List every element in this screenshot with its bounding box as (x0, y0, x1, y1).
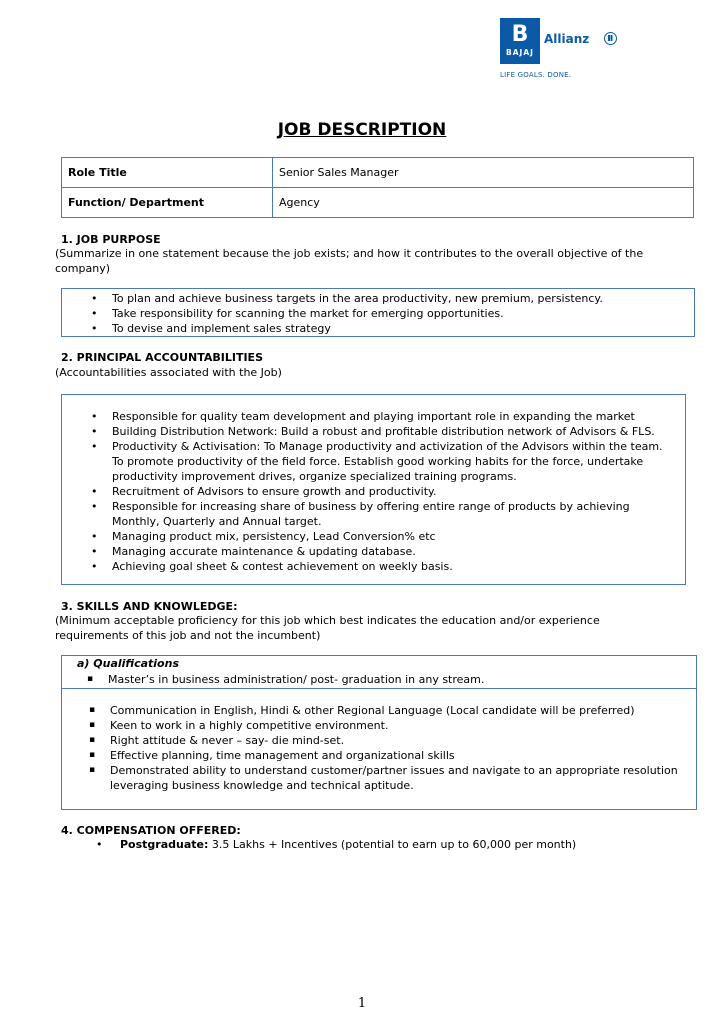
skills-box (61, 655, 697, 810)
list-item: ▪ Communication in English, Hindi & other Regional Language (Local candidate will be preferred) (60, 703, 680, 718)
list-item: • To devise and implement sales strategy (62, 321, 694, 336)
accountabilities-subtitle: (Accountabilities associated with the Job) (55, 366, 282, 379)
skills-list (60, 703, 680, 793)
list-item: ▪ Master’s in business administration/ post- graduation in any stream. (58, 672, 696, 687)
bullet-icon: • (96, 838, 103, 851)
compensation-label: Postgraduate: (120, 838, 209, 851)
list-item: ▪ Demonstrated ability to understand customer/partner issues and navigate to an appropriate resolution leveraging business knowledge and technical aptitude. (60, 763, 680, 793)
role-title-value: Senior Sales Manager (273, 158, 694, 188)
logo-b-letter: B (511, 22, 529, 47)
logo-allianz-text: Allianz (544, 32, 590, 46)
accountabilities-heading: 2. PRINCIPAL ACCOUNTABILITIES (61, 351, 263, 364)
table-row (62, 158, 694, 188)
job-purpose-box (61, 288, 695, 337)
document-title: JOB DESCRIPTION (277, 120, 447, 140)
page-number: 1 (357, 996, 367, 1011)
bajaj-allianz-logo (500, 18, 630, 82)
list-item: ▪ Effective planning, time management and organizational skills (60, 748, 680, 763)
bajaj-logo-mark (500, 18, 540, 64)
department-label: Function/ Department (62, 188, 273, 218)
skills-heading: 3. SKILLS AND KNOWLEDGE: (61, 600, 238, 613)
list-item: • Take responsibility for scanning the market for emerging opportunities. (62, 306, 694, 321)
list-item: • Managing product mix, persistency, Lead Conversion% etc (62, 529, 677, 544)
list-item: • Recruitment of Advisors to ensure growth and productivity. (62, 484, 677, 499)
accountabilities-box (61, 394, 686, 585)
divider (62, 688, 696, 689)
logo-tagline: LIFE GOALS. DONE. (500, 71, 572, 79)
list-item: • Building Distribution Network: Build a robust and profitable distribution network of Advisors & FLS. (62, 424, 677, 439)
skills-subtitle: (Minimum acceptable proficiency for this job which best indicates the education and/or experience requirements of this job and not the incumbent) (55, 614, 600, 642)
job-purpose-list (62, 291, 694, 336)
job-purpose-subtitle: (Summarize in one statement because the job exists; and how it contributes to the overall objective of the company) (55, 247, 644, 275)
list-item: • Responsible for quality team development and playing important role in expanding the market (62, 409, 677, 424)
list-item: ▪ Right attitude & never – say- die mind-set. (60, 733, 680, 748)
compensation-value: 3.5 Lakhs + Incentives (potential to earn up to 60,000 per month) (208, 838, 577, 851)
compensation-heading: 4. COMPENSATION OFFERED: (61, 824, 241, 837)
list-item: • To plan and achieve business targets in the area productivity, new premium, persistency. (62, 291, 694, 306)
list-item: ▪ Keen to work in a highly competitive environment. (60, 718, 680, 733)
job-purpose-heading: 1. JOB PURPOSE (61, 233, 161, 246)
list-item: • Managing accurate maintenance & updating database. (62, 544, 677, 559)
department-value: Agency (273, 188, 694, 218)
role-table (61, 157, 694, 218)
list-item: • Responsible for increasing share of business by offering entire range of products by achieving Monthly, Quarterly and Annual target. (62, 499, 677, 529)
qualifications-heading: a) Qualifications (77, 657, 179, 670)
logo-bajaj-text: BAJAJ (506, 48, 534, 57)
list-item: • Achieving goal sheet & contest achievement on weekly basis. (62, 559, 677, 574)
list-item: • Productivity & Activisation: To Manage productivity and activization of the Advisors within the team. To promote productivity of the field force. Establish good working habits for the force, undertake productivity improvement drives, organize specialized training programs. (62, 439, 677, 484)
qualifications-list-wrap (62, 672, 696, 687)
table-row (62, 188, 694, 218)
accountabilities-list (62, 409, 685, 574)
qualifications-list (58, 672, 696, 687)
allianz-eagle-icon (604, 32, 617, 45)
role-title-label: Role Title (62, 158, 273, 188)
